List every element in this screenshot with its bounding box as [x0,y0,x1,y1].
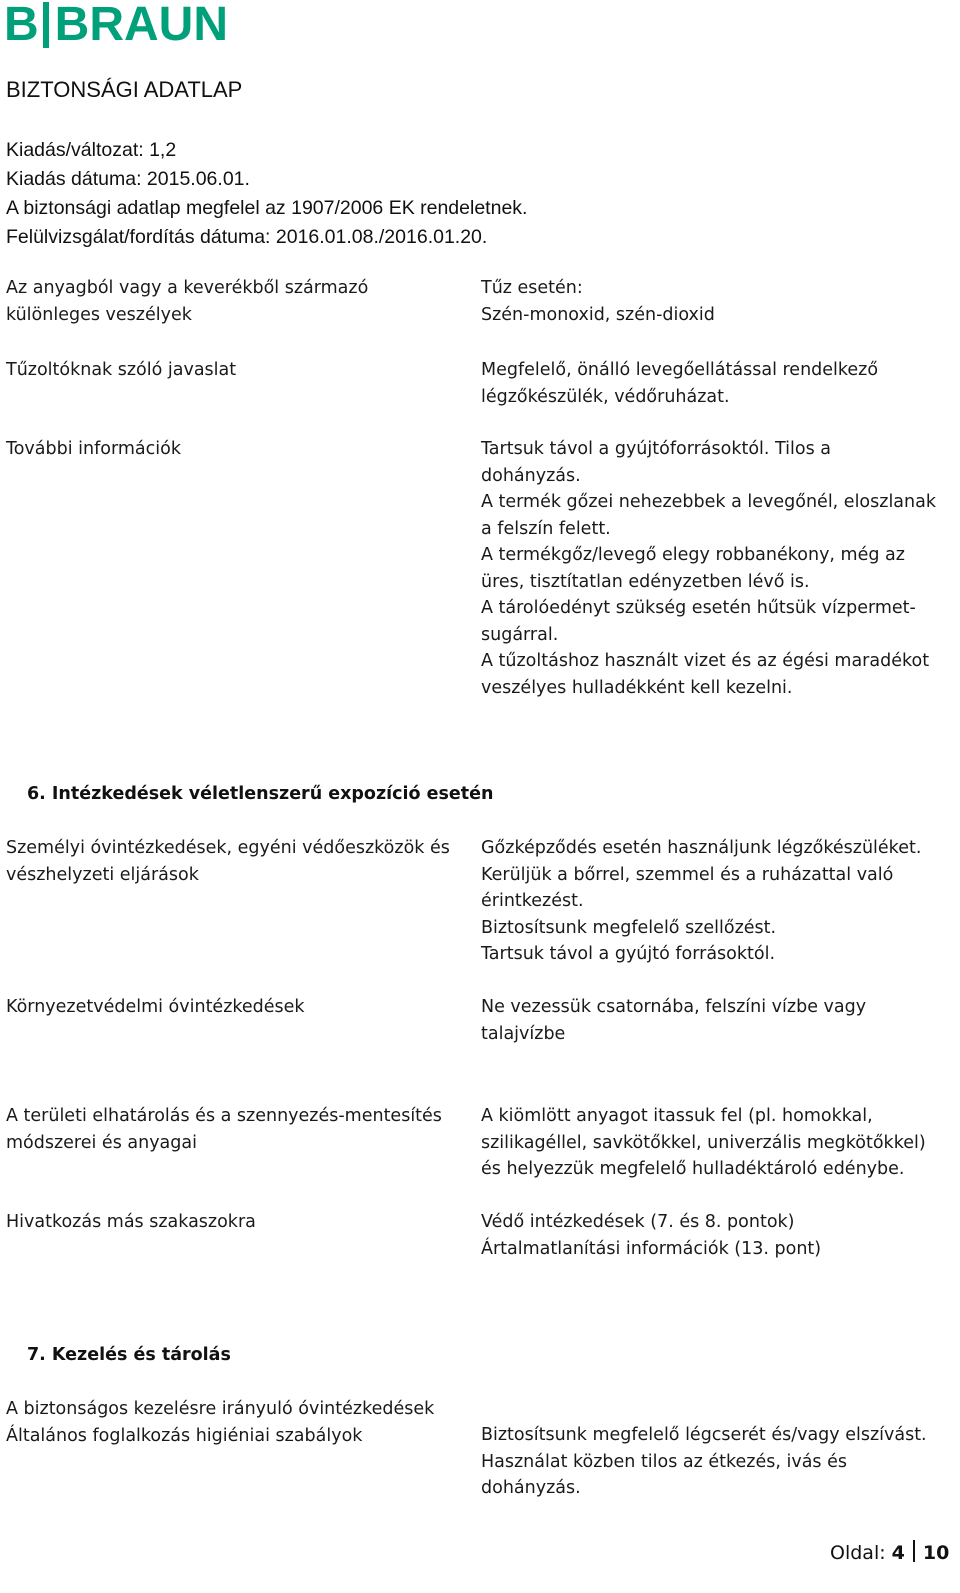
value-line: Ártalmatlanítási információk (13. pont) [481,1238,822,1259]
value-line: dohányzás. [481,1478,581,1498]
s6-label-references [6,1209,456,1236]
s6-label-personal-precautions [6,835,456,888]
label-line: vészhelyzeti eljárások [6,864,199,885]
page-current: 4 [891,1542,905,1564]
value-line: a felszín felett. [481,518,611,539]
s5-value-special-hazards [481,275,946,328]
meta-version: Kiadás/változat: 1,2 [6,139,177,161]
page-separator [913,1540,915,1562]
label-line: Környezetvédelmi óvintézkedések [6,997,305,1017]
page-label: Oldal: [830,1542,886,1564]
value-line: Megfelelő, önálló levegőellátással rendelkező [481,360,879,380]
s5-label-special-hazards [6,275,456,328]
s7-label-safe-handling [6,1396,456,1449]
label-line: Általános foglalkozás higiéniai szabályok [6,1425,363,1446]
s6-value-containment [481,1103,946,1183]
s5-label-further-info [6,436,456,463]
value-line: A termékgőz/levegő elegy robbanékony, még az [481,545,905,565]
value-line: Védő intézkedések (7. és 8. pontok) [481,1212,795,1232]
logo-b: B [4,0,39,51]
s5-label-firefighters [6,357,456,384]
s6-label-containment [6,1103,456,1156]
value-line: Tűz esetén: [481,278,583,298]
s5-value-further-info [481,436,946,701]
value-line: A kiömlött anyagot itassuk fel (pl. homokkal, [481,1106,873,1126]
value-line: Kerüljük a bőrrel, szemmel és a ruházattal való [481,864,894,885]
label-line: különleges veszélyek [6,304,192,325]
label-line: Személyi óvintézkedések, egyéni védőeszközök és [6,838,450,858]
value-line: Tartsuk távol a gyújtó forrásoktól. [481,944,776,964]
page-indicator [830,1539,949,1567]
s5-value-firefighters [481,357,946,410]
value-line: sugárral. [481,624,559,645]
s6-label-environmental [6,994,456,1021]
label-line: módszerei és anyagai [6,1132,197,1153]
s6-value-references [481,1209,946,1262]
label-line: Hivatkozás más szakaszokra [6,1212,256,1232]
value-line: érintkezést. [481,891,584,911]
page-total: 10 [922,1542,950,1564]
document-meta [6,136,527,252]
s6-value-personal-precautions [481,835,946,968]
value-line: talajvízbe [481,1023,566,1044]
logo-bar [43,2,49,48]
value-line: Gőzképződés esetén használjunk légzőkészüléket. [481,838,922,858]
meta-issue-date: Kiadás dátuma: 2015.06.01. [6,168,250,190]
s7-value-safe-handling [481,1422,946,1502]
value-line: Biztosítsunk megfelelő légcserét és/vagy elszívást. [481,1425,927,1445]
section-7-heading: 7. Kezelés és tárolás [27,1345,231,1365]
value-line: szilikagéllel, savkötőkkel, univerzális megkötőkkel) [481,1132,926,1153]
section-6-heading: 6. Intézkedések véletlenszerű expozíció esetén [27,784,494,804]
value-line: Tartsuk távol a gyújtóforrásoktól. Tilos a [481,439,831,459]
meta-regulation: A biztonsági adatlap megfelel az 1907/2006 EK rendeletnek. [6,197,528,219]
value-line: Biztosítsunk megfelelő szellőzést. [481,917,777,938]
value-line: A tűzoltáshoz használt vizet és az égési maradékot [481,651,930,671]
value-line: Ne vezessük csatornába, felszíni vízbe vagy [481,997,867,1017]
value-line: dohányzás. [481,465,581,486]
value-line: veszélyes hulladékként kell kezelni. [481,677,793,698]
value-line: légzőkészülék, védőruházat. [481,386,730,407]
value-line: Használat közben tilos az étkezés, ivás és [481,1451,847,1472]
label-line: A területi elhatárolás és a szennyezés-mentesítés [6,1106,442,1126]
label-line: További információk [6,439,181,459]
braun-logo [4,0,228,51]
s6-value-environmental [481,994,946,1047]
value-line: A tárolóedényt szükség esetén hűtsük vízpermet- [481,598,916,618]
meta-revision-date: Felülvizsgálat/fordítás dátuma: 2016.01.08./2016.01.20. [6,226,488,248]
logo-word: BRAUN [54,0,228,51]
value-line: üres, tisztítatlan edényzetben lévő is. [481,571,810,592]
label-line: Tűzoltóknak szóló javaslat [6,360,237,380]
value-line: A termék gőzei nehezebbek a levegőnél, eloszlanak [481,492,936,512]
value-line: Szén-monoxid, szén-dioxid [481,304,715,325]
label-line: A biztonságos kezelésre irányuló óvintézkedések [6,1399,435,1419]
label-line: Az anyagból vagy a keverékből származó [6,278,369,298]
value-line: és helyezzük megfelelő hulladéktároló edénybe. [481,1159,905,1179]
document-title: BIZTONSÁGI ADATLAP [6,77,243,102]
